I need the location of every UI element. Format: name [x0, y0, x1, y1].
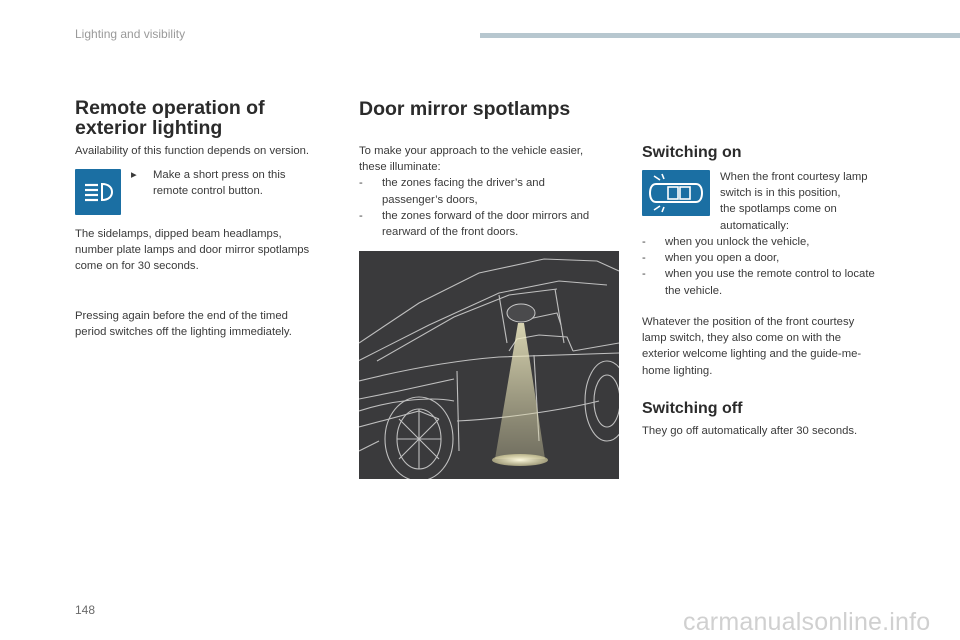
- section-title: Lighting and visibility: [75, 27, 186, 41]
- remote-heading-line1: Remote operation of: [75, 97, 265, 119]
- text-line: Whatever the position of the front courtesy: [642, 316, 855, 328]
- text-line: when you open a door,: [665, 252, 780, 265]
- headlamp-icon: [75, 169, 121, 215]
- text-line: passenger’s doors,: [382, 193, 478, 206]
- bullet-dash: -: [642, 268, 646, 281]
- text-line: rearward of the front doors.: [382, 226, 519, 239]
- remote-heading-line2: exterior lighting: [75, 117, 223, 139]
- availability-note: Availability of this function depends on version.: [75, 145, 310, 157]
- instruction-line: Make a short press on this: [153, 169, 286, 181]
- bullet-dash: -: [642, 236, 646, 248]
- switching-on-heading: Switching on: [642, 144, 742, 161]
- spotlamps-heading: Door mirror spotlamps: [359, 98, 571, 120]
- switching-off-text: They go off automatically after 30 seconds.: [642, 425, 858, 437]
- car-spotlamp-illustration: [359, 251, 619, 479]
- text-line: The sidelamps, dipped beam headlamps,: [75, 228, 282, 240]
- list-item: [359, 208, 619, 240]
- list-item: [359, 175, 619, 207]
- instruction-text: [153, 167, 286, 199]
- text-line: exterior welcome lighting and the guide-me-: [642, 348, 862, 361]
- switching-on-list: [642, 234, 912, 299]
- remote-heading: [75, 98, 265, 138]
- text-line: the zones facing the driver’s and: [382, 177, 545, 190]
- text-line: switch is in this position,: [720, 187, 841, 200]
- text-line: come on for 30 seconds.: [75, 260, 199, 273]
- text-line: number plate lamps and door mirror spotlamps: [75, 244, 310, 257]
- text-line: the zones forward of the door mirrors and: [382, 209, 590, 222]
- text-line: when you unlock the vehicle,: [665, 236, 810, 248]
- text-line: To make your approach to the vehicle easier,: [359, 145, 584, 157]
- list-item: [642, 266, 912, 298]
- bullet-dash: -: [642, 252, 646, 265]
- remote-paragraph-2: [75, 308, 292, 340]
- list-item: [642, 250, 912, 266]
- page-number: 148: [75, 603, 96, 617]
- text-line: When the front courtesy lamp: [720, 171, 868, 183]
- bullet-dash: -: [359, 177, 363, 190]
- header-divider: [480, 33, 960, 38]
- door-lamp-icon: [642, 170, 710, 216]
- remote-paragraph-1: [75, 226, 309, 275]
- text-line: home lighting.: [642, 364, 713, 377]
- text-line: automatically:: [720, 219, 790, 232]
- text-line: the vehicle.: [665, 284, 723, 297]
- text-line: these illuminate:: [359, 161, 441, 174]
- watermark: carmanualsonline.info: [683, 608, 931, 636]
- text-line: period switches off the lighting immediately.: [75, 326, 292, 339]
- text-line: Pressing again before the end of the timed: [75, 310, 288, 322]
- instruction-line: remote control button.: [153, 185, 263, 198]
- switching-off-heading: Switching off: [642, 400, 743, 417]
- instruction-marker: ▸: [131, 169, 137, 181]
- switch-position-text: [720, 169, 868, 234]
- text-line: the spotlamps come on: [720, 203, 837, 216]
- text-line: when you use the remote control to locate: [665, 268, 875, 281]
- bullet-dash: -: [359, 209, 363, 222]
- list-item: [642, 234, 912, 250]
- switching-on-paragraph: [642, 314, 861, 379]
- spotlamps-intro: [359, 143, 619, 240]
- text-line: lamp switch, they also come on with the: [642, 332, 842, 345]
